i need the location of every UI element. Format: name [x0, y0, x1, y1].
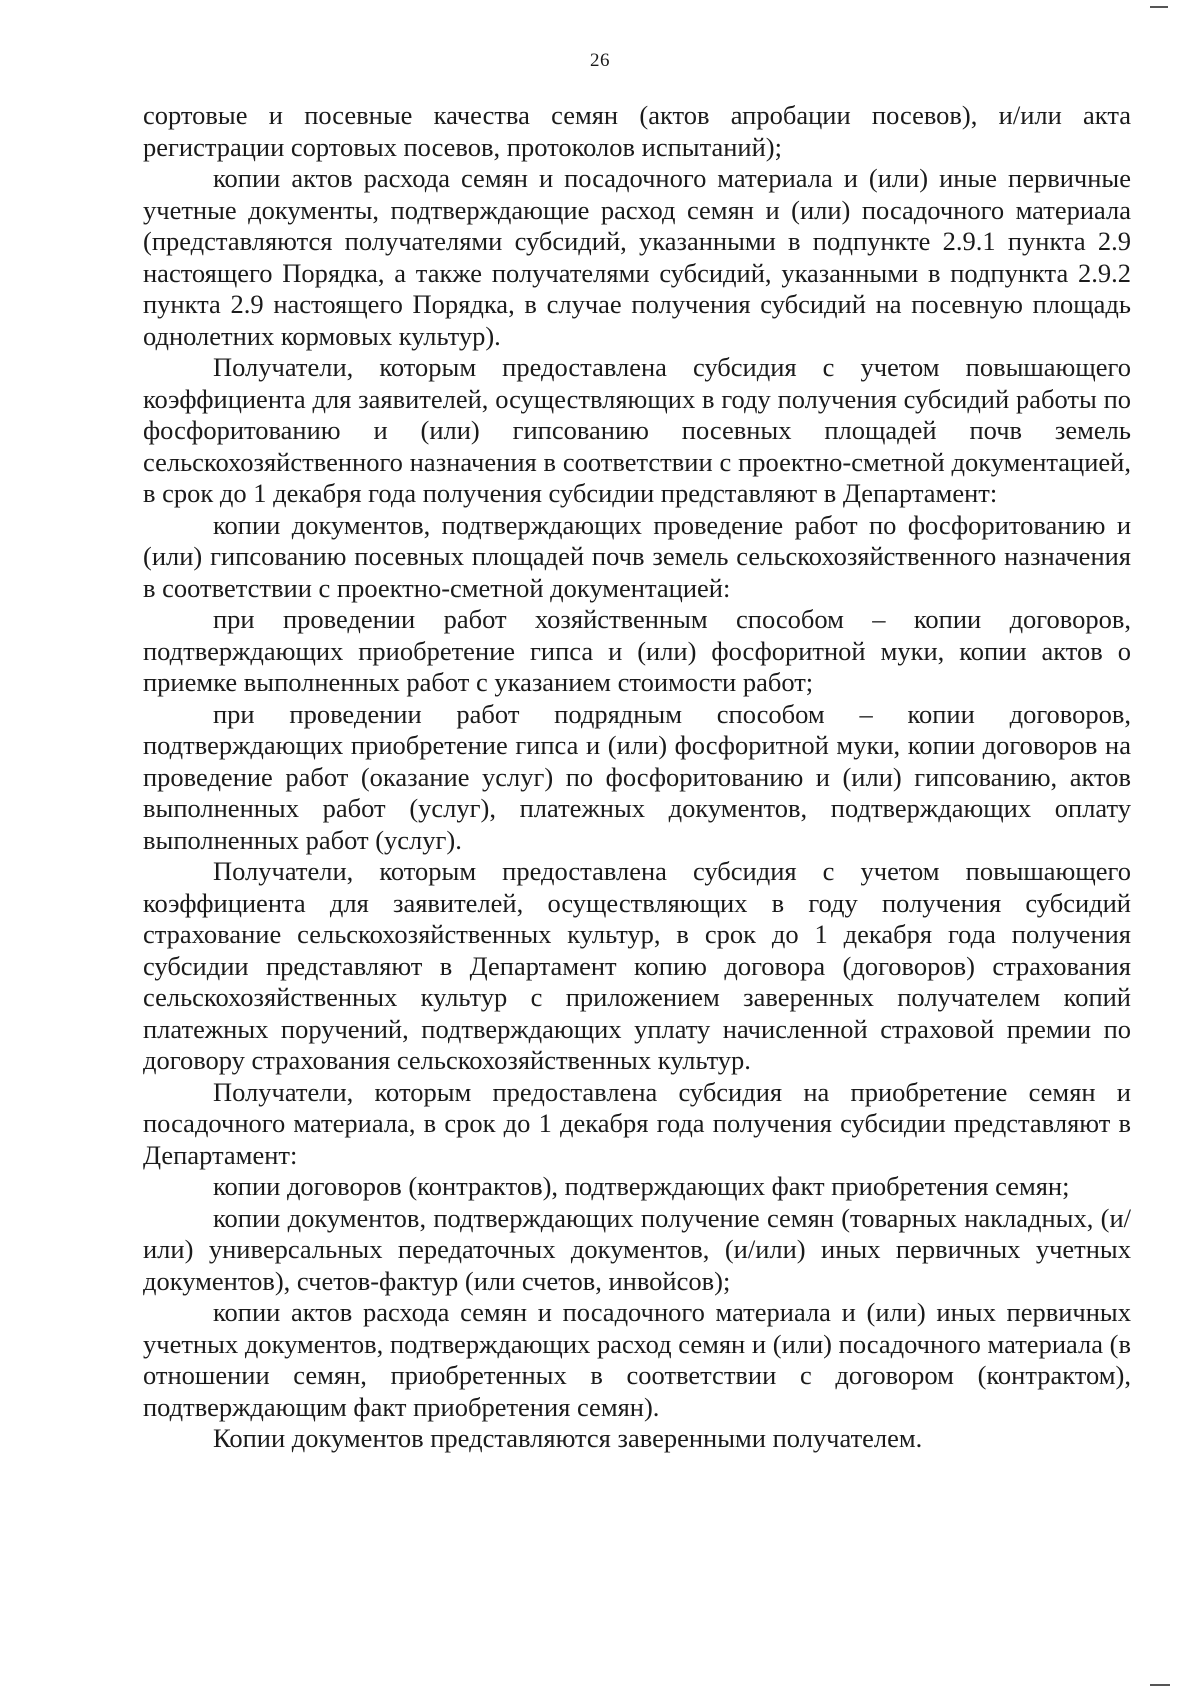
page-number: 26 — [590, 50, 610, 71]
paragraph: Копии документов представляются заверенными получателем. — [213, 1423, 923, 1453]
paragraph: при проведении работ подрядным способом – копии договоров, подтверждающих приобретение гипса и (или) фосфоритной муки, копии договоров на проведение работ (оказание услуг) по фосфоритованию и (или) гипсованию, актов выполненных работ (услуг), платежных документов, подтверждающих оплату выполненных работ (услуг). — [143, 698, 1131, 855]
paragraph: копии документов, подтверждающих проведение работ по фосфоритованию и (или) гипсованию посевных площадей почв земель сельскохозяйственного назначения в соответствии с проектно-сметной документацией: — [143, 509, 1131, 603]
document-body — [143, 100, 1131, 1455]
paragraph: Получатели, которым предоставлена субсидия с учетом повышающего коэффициента для заявителей, осуществляющих в году получения субсидий работы по фосфоритованию и (или) гипсованию посевных площадей почв земель сельскохозяйственного назначения в соответствии с проектно-сметной документацией, в срок до 1 декабря года получения субсидии представляют в Департамент: — [143, 352, 1131, 508]
paragraph: Получатели, которым предоставлена субсидия на приобретение семян и посадочного материала, в срок до 1 декабря года получения субсидии представляют в Департамент: — [143, 1076, 1131, 1170]
paragraph: копии актов расхода семян и посадочного материала и (или) иные первичные учетные документы, подтверждающие расход семян и (или) посадочного материала (представляются получателями субсидий, указанными в подпункте 2.9.1 пункта 2.9 настоящего Порядка, а также получателями субсидий, указанными в подпункта 2.9.2 пункта 2.9 настоящего Порядка, в случае получения субсидий на посевную площадь однолетних кормовых культур). — [143, 163, 1131, 351]
scan-artifact — [1150, 1684, 1170, 1686]
paragraph: копии документов, подтверждающих получение семян (товарных накладных, (и/или) универсальных передаточных документов, (и/или) иных первичных учетных документов), счетов-фактур (или счетов, инвойсов); — [143, 1202, 1131, 1296]
paragraph: Получатели, которым предоставлена субсидия с учетом повышающего коэффициента для заявителей, осуществляющих в году получения субсидий страхование сельскохозяйственных культур, в срок до 1 декабря года получения субсидии представляют в Департамент копию договора (договоров) страхования сельскохозяйственных культур с приложением заверенных получателем копий платежных поручений, подтверждающих уплату начисленной страховой премии по договору страхования сельскохозяйственных культур. — [143, 856, 1131, 1075]
paragraph: при проведении работ хозяйственным способом – копии договоров, подтверждающих приобретение гипса и (или) фосфоритной муки, копии актов о приемке выполненных работ с указанием стоимости работ; — [143, 604, 1131, 697]
paragraph: сортовые и посевные качества семян (актов апробации посевов), и/или акта регистрации сортовых посевов, протоколов испытаний); — [143, 100, 1131, 162]
paragraph: копии актов расхода семян и посадочного материала и (или) иных первичных учетных документов, подтверждающих расход семян и (или) посадочного материала (в отношении семян, приобретенных в соответствии с договором (контрактом), подтверждающим факт приобретения семян). — [143, 1297, 1131, 1422]
scan-artifact — [1150, 6, 1168, 8]
paragraph: копии договоров (контрактов), подтверждающих факт приобретения семян; — [213, 1171, 1070, 1201]
